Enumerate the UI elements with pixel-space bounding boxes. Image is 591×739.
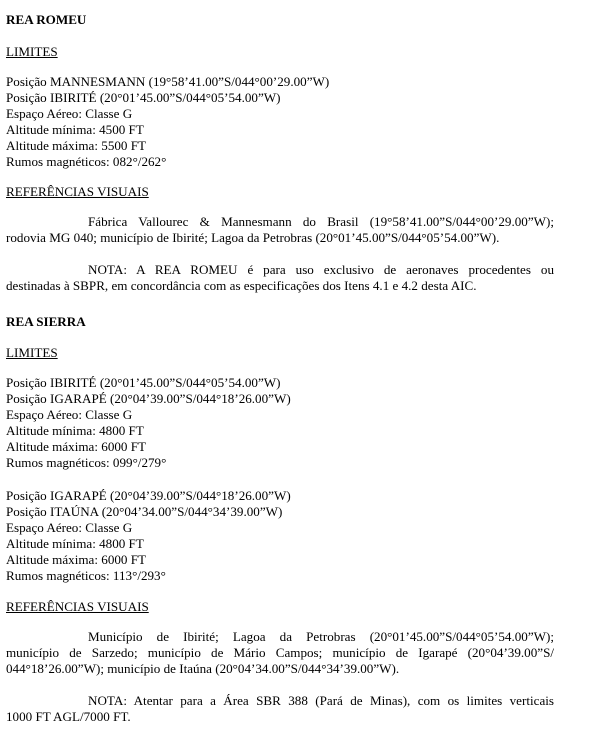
romeu-nota-line-1 bbox=[6, 262, 554, 278]
sierra-b1-line-4: Altitude mínima: 4800 FT bbox=[6, 423, 144, 438]
sierra-b2-line-2: Posição ITAÚNA (20°04’34.00”S/044°34’39.00”W) bbox=[6, 504, 283, 519]
ref-heading-romeu: REFERÊNCIAS VISUAIS bbox=[6, 184, 149, 199]
romeu-ref-line-1 bbox=[6, 214, 554, 230]
romeu-line-4: Altitude mínima: 4500 FT bbox=[6, 122, 144, 137]
sierra-ref-text-2: município de Sarzedo; município de Mário Campos; município de Igarapé (20°04’39.00”S/ bbox=[6, 645, 554, 660]
romeu-line-5: Altitude máxima: 5500 FT bbox=[6, 138, 147, 153]
sierra-b2-line-6: Rumos magnéticos: 113°/293° bbox=[6, 568, 166, 583]
romeu-nota-text-1: NOTA: A REA ROMEU é para uso exclusivo de aeronaves procedentes ou bbox=[88, 262, 554, 277]
limites-heading-romeu: LIMITES bbox=[6, 44, 58, 59]
romeu-line-2: Posição IBIRITÉ (20°01’45.00”S/044°05’54.00”W) bbox=[6, 90, 281, 105]
romeu-line-3: Espaço Aéreo: Classe G bbox=[6, 106, 133, 121]
romeu-nota-line-2: destinadas à SBPR, em concordância com as especificações dos Itens 4.1 e 4.2 desta AIC. bbox=[6, 278, 477, 293]
romeu-line-1: Posição MANNESMANN (19°58’41.00”S/044°00’29.00”W) bbox=[6, 74, 330, 89]
sierra-b2-line-5: Altitude máxima: 6000 FT bbox=[6, 552, 147, 567]
sierra-nota-line-2: 1000 FT AGL/7000 FT. bbox=[6, 709, 131, 724]
sierra-ref-line-1 bbox=[6, 629, 554, 645]
sierra-ref-line-2 bbox=[6, 645, 554, 661]
sierra-nota-text-1: NOTA: Atentar para a Área SBR 388 (Pará de Minas), com os limites verticais bbox=[88, 693, 554, 708]
sierra-b2-line-1: Posição IGARAPÉ (20°04’39.00”S/044°18’26.00”W) bbox=[6, 488, 291, 503]
limites-heading-sierra: LIMITES bbox=[6, 345, 58, 360]
section-title-rea-sierra: REA SIERRA bbox=[6, 314, 86, 329]
section-title-rea-romeu: REA ROMEU bbox=[6, 12, 87, 27]
sierra-b2-line-4: Altitude mínima: 4800 FT bbox=[6, 536, 144, 551]
sierra-b1-line-1: Posição IBIRITÉ (20°01’45.00”S/044°05’54.00”W) bbox=[6, 375, 281, 390]
sierra-b1-line-6: Rumos magnéticos: 099°/279° bbox=[6, 455, 167, 470]
sierra-ref-text-1: Município de Ibirité; Lagoa da Petrobras (20°01’45.00”S/044°05’54.00”W); bbox=[88, 629, 554, 644]
romeu-ref-line-2: rodovia MG 040; município de Ibirité; Lagoa da Petrobras (20°01’45.00”S/044°05’54.00”W). bbox=[6, 230, 500, 245]
sierra-b2-line-3: Espaço Aéreo: Classe G bbox=[6, 520, 133, 535]
sierra-b1-line-3: Espaço Aéreo: Classe G bbox=[6, 407, 133, 422]
romeu-line-6: Rumos magnéticos: 082°/262° bbox=[6, 154, 167, 169]
sierra-b1-line-5: Altitude máxima: 6000 FT bbox=[6, 439, 147, 454]
sierra-nota-line-1 bbox=[6, 693, 554, 709]
sierra-ref-line-3: 044°18’26.00”W); município de Itaúna (20°04’34.00”S/044°34’39.00”W). bbox=[6, 661, 400, 676]
ref-heading-sierra: REFERÊNCIAS VISUAIS bbox=[6, 599, 149, 614]
sierra-b1-line-2: Posição IGARAPÉ (20°04’39.00”S/044°18’26.00”W) bbox=[6, 391, 291, 406]
romeu-ref-text-1: Fábrica Vallourec & Mannesmann do Brasil (19°58’41.00”S/044°00’29.00”W); bbox=[88, 214, 554, 229]
